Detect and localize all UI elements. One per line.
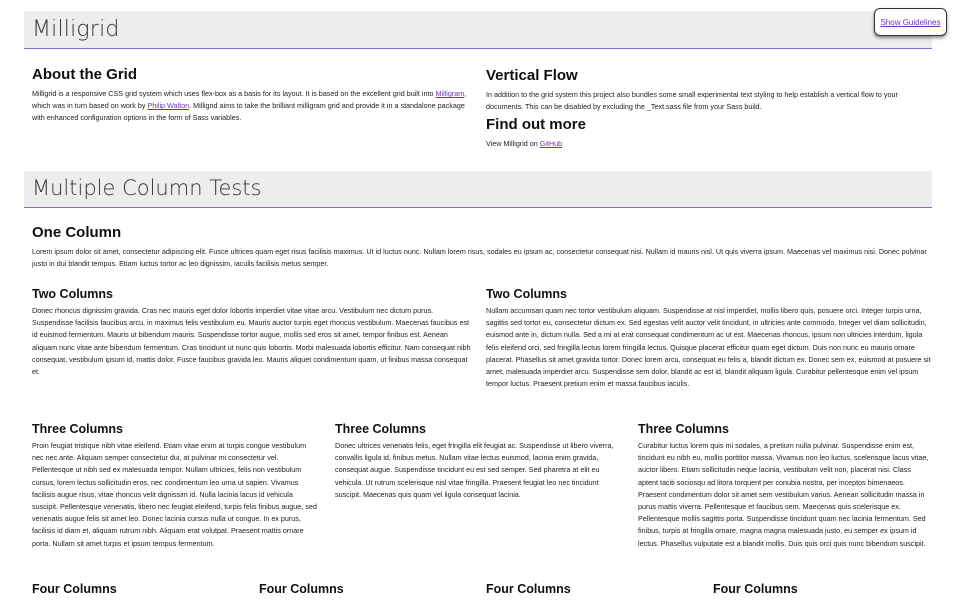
four-column-heading: Four Columns	[486, 582, 571, 596]
four-column-block-1	[32, 582, 242, 596]
four-column-block-4	[713, 582, 923, 596]
three-column-text: Curabitur luctus lorem quis mi sodales, a pretium nulla pulvinar. Suspendisse enim est, tincidunt eu nibh eu, mollis porttitor massa. Vivamus non leo luctus, scelerisque lacus vitae, auctor libero. Etiam sollicitudin neque lacinia, vestibulum velit non, placerat nisi. Class aptent taciti sociosqu ad litora torquent per conubia nostra, per inceptos himenaeos. Praesent condimentum dolor sit amet sem vestibulum varius. Aenean sollicitudin massa in purus mattis viverra. Pellentesque et faucibus sem. Maecenas quis scelerisque ex. Pellentesque mollis sagittis porta. Suspendisse tincidunt quam nec lacinia fermentum. Sed finibus, turpis at fringilla ornare, magna magna malesuada justo, eu semper ex ipsum id lectus. Phasellus vulputate est a blandit mollis. Duis quis orci quis nunc bibendum suscipit.	[638, 441, 929, 548]
one-column-heading: One Column	[32, 224, 122, 241]
show-guidelines-button[interactable]: Show Guidelines	[874, 8, 947, 36]
milligram-link[interactable]: Milligram	[435, 89, 465, 98]
four-column-block-3	[486, 582, 696, 596]
three-column-block-1	[32, 422, 318, 550]
about-heading: About the Grid	[32, 66, 137, 83]
github-link[interactable]: GitHub	[539, 139, 563, 148]
philip-walton-link[interactable]: Philip Walton	[147, 101, 190, 111]
three-column-block-2	[335, 422, 621, 501]
two-column-block-1	[32, 287, 472, 378]
tests-title: Multiple Column Tests	[32, 176, 262, 200]
find-out-more-section	[486, 116, 932, 150]
three-column-text: Donec ultrices venenatis felis, eget fringilla elit feugiat ac. Suspendisse ut libero viverra, convallis ligula id, finibus metus. Nullam vitae lectus euismod, lacinia enim gravida, consequat augue. Suspendisse tincidunt eu est sed semper. Sed pharetra at elit eu vehicula. Ut rutrum scelerisque nisl vitae fringilla. Praesent feugiat leo nec tincidunt suscipit. Maecenas quis quam vel ligula consequat lacinia.	[335, 441, 614, 499]
two-column-text: Donec rhoncus dignissim gravida. Cras nec mauris eget dolor lobortis imperdiet vitae vitae arcu. Vestibulum nec dictum purus. Suspendisse facilisis faucibus arcu, in maximus felis vestibulum eu. Mauris auctor turpis eget rhoncus vestibulum. Maecenas faucibus est id euismod fermentum. Mauris ut bibendum mauris. Suspendisse tortor augue, mollis sed eros sit amet, tempor finibus est. Aenean aliquam nunc vitae ante bibendum fermentum. Cras tincidunt ut nunc quis lobortis. Morbi malesuada lobortis efficitur. Nam consequat nibh consequat, vestibulum ipsum id, mattis dolor. Fusce faucibus gravida leo. Mauris aliquet condimentum quam, ut finibus massa consequat et.	[32, 306, 471, 377]
vertical-flow-section	[486, 67, 932, 113]
one-column-block	[32, 224, 932, 270]
four-column-block-2	[259, 582, 469, 596]
three-column-heading: Three Columns	[32, 422, 123, 436]
four-column-heading: Four Columns	[32, 582, 117, 596]
three-column-text: Proin feugiat tristique nibh vitae eleifend. Etiam vitae enim at turpis congue vestibulum nec nec ante. Aliquam semper consectetur dui, at pulvinar mi consectetur vel. Pellentesque ut nibh sed ex malesuada tempor. Nullam ultricies, felis non vestibulum cursus, lorem lectus sollicitudin eros, nec condimentum leo urna ut sapien. Vivamus facilisis augue risus, vitae rhoncus velit dignissim id. Nulla lacinia lacus id vehicula suscipit. Pellentesque venenatis, libero nec feugiat eleifend, turpis felis finibus augue, sed venenatis augue felis sit amet leo. Donec lacinia cursus nulla ut congue. In ex purus, facilisis id diam et, aliquam rutrum nibh. Aliquam erat volutpat. Praesent mattis ornare porta. Nullam sit amet turpis et ipsum tempus fermentum.	[32, 441, 317, 548]
tests-section-header	[24, 171, 932, 208]
find-out-more-text: View Milligrid on GitHub	[486, 139, 563, 148]
two-column-block-2	[486, 287, 932, 390]
vertical-flow-text: In addition to the grid system this project also bundles some small experimental text styling to help establish a vertical flow to your documents. This can be disabled by excluding the _Text.sass file from your Sass build.	[486, 90, 898, 112]
about-text: Milligrid is a responsive CSS grid system which uses flex-box as a basis for its layout. It is based on the excellent grid built into Milligram, which was in turn based on work by Philip Walton. Milligrid aims to take the brilliant milligram grid and provide it in a standalone package with enhanced configuration options in the form of Sass variables.	[32, 89, 467, 123]
four-column-heading: Four Columns	[713, 582, 798, 596]
two-column-text: Nullam accumsan quam nec tortor vestibulum aliquam. Suspendisse at nisl imperdiet, mollis libero quis, posuere orci. Integer turpis urna, sagittis sed tortor eu, consectetur dictum ex. Sed egestas velit auctor velit tincidunt, in ultricies ante commodo. Integer vel diam sollicitudin, euismod ante in, dictum nulla. Sed a mi at erat consequat condimentum ac ut est. Maecenas rhoncus, ipsum non ultricies interdum, ligula felis eleifend orci, sed fringilla lectus lorem fringilla lectus. Quisque placerat efficitur quam eget dictum. Duis non nunc eu mauris ornare placerat. Phasellus sit amet gravida tortor. Donec lorem arcu, consequat eu felis a, blandit dictum ex. Donec sem ex, euismod at posuere sit amet, malesuada imperdiet arcu. Suspendisse sem dolor, blandit ac est id, blandit aliquam ligula. Curabitur pellentesque enim vel ipsum tempor luctus. Praesent pretium enim et massa faucibus iaculis.	[486, 306, 931, 389]
four-column-heading: Four Columns	[259, 582, 344, 596]
find-out-more-heading: Find out more	[486, 116, 586, 133]
three-column-block-3	[638, 422, 930, 550]
two-column-heading: Two Columns	[486, 287, 568, 301]
two-column-heading: Two Columns	[32, 287, 114, 301]
three-column-heading: Three Columns	[335, 422, 426, 436]
site-header	[24, 11, 932, 49]
one-column-text: Lorem ipsum dolor sit amet, consectetur adipiscing elit. Fusce ultrices quam eget risus facilisis maximus. Ut id luctus nunc. Nullam lorem risus, sodales eu ipsum ac, consectetur consequat nisi. Nullam id mauris nisl. Ut quis viverra ipsum. Maecenas vel maximus nisi. Donec pulvinar justo in dui blandit tempus. Etiam luctus tortor ac leo dignissim, iaculis facilisis metus semper.	[32, 247, 927, 269]
three-column-heading: Three Columns	[638, 422, 729, 436]
vertical-flow-heading: Vertical Flow	[486, 67, 578, 84]
about-section	[32, 66, 472, 125]
site-title: Milligrid	[32, 17, 120, 42]
